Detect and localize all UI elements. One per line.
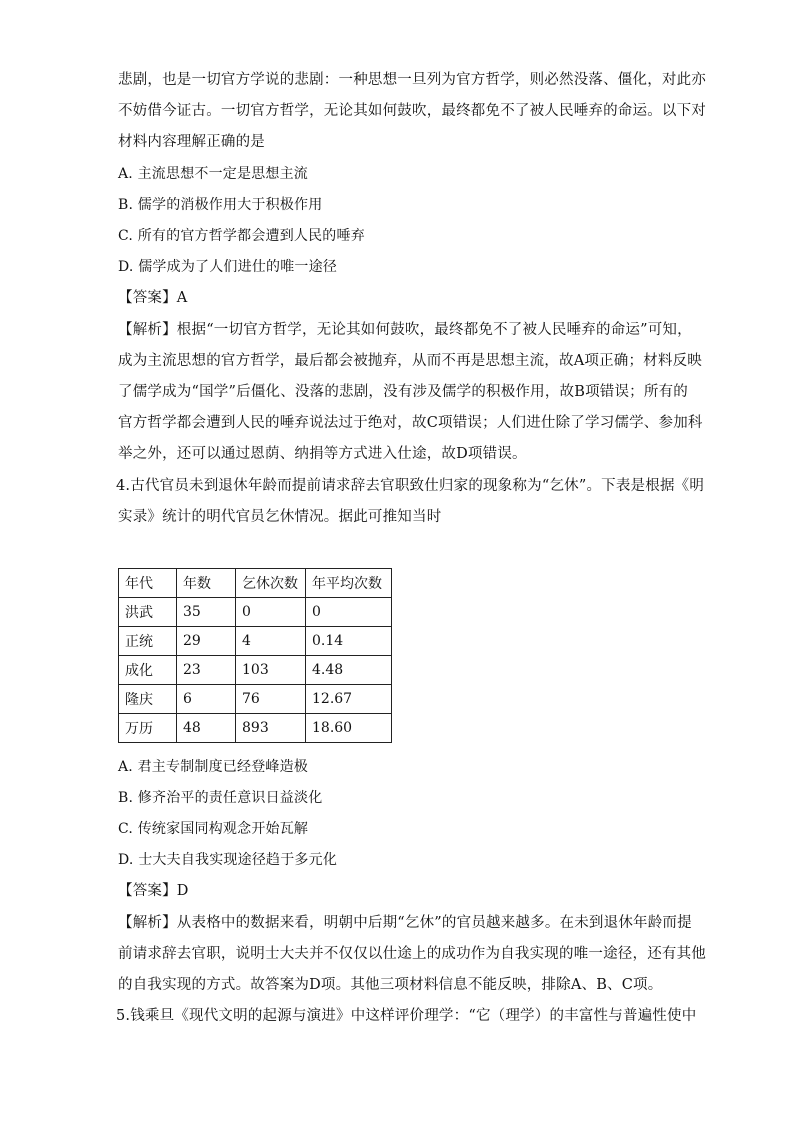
analysis-line: 了儒学成为“国学”后僵化、没落的悲剧，没有涉及儒学的积极作用，故B项错误；所有的: [118, 384, 688, 400]
table-row: [119, 714, 392, 743]
table-cell: 76: [236, 685, 306, 714]
analysis-line: 成为主流思想的官方哲学，最后都会被抛弃，从而不再是思想主流，故A项正确；材料反映: [118, 353, 702, 369]
text-line: 不妨借今证古。一切官方哲学，无论其如何鼓吹，最终都免不了被人民唾弃的命运。以下对: [118, 103, 706, 119]
table-cell: 103: [236, 656, 306, 685]
table-row: [119, 656, 392, 685]
table-header-cell: 年数: [177, 569, 236, 598]
option-a: A. 君主专制制度已经登峰造极: [118, 759, 309, 775]
option-c: C. 所有的官方哲学都会遭到人民的唾弃: [118, 228, 365, 244]
answer-label: 【答案】D: [118, 883, 189, 899]
analysis-line: 【解析】根据“一切官方哲学，无论其如何鼓吹，最终都免不了被人民唾弃的命运”可知，: [118, 322, 692, 338]
table-row: [119, 598, 392, 627]
text-line: 悲剧，也是一切官方学说的悲剧：一种思想一旦列为官方哲学，则必然没落、僵化，对此亦: [118, 72, 706, 88]
question-4-stem: 4.古代官员未到退休年龄而提前请求辞去官职致仕归家的现象称为“乞休”。下表是根据《明: [116, 478, 705, 494]
analysis-line: 前请求辞去官职，说明士大夫并不仅仅以仕途上的成功作为自我实现的唯一途径，还有其他: [118, 946, 706, 962]
table-cell: 29: [177, 627, 236, 656]
table-cell: 48: [177, 714, 236, 743]
table-cell: 隆庆: [119, 685, 177, 714]
question-4-stem: 实录》统计的明代官员乞休情况。据此可推知当时: [118, 509, 442, 525]
table-header-cell: 年平均次数: [306, 569, 392, 598]
table-cell: 洪武: [119, 598, 177, 627]
table-cell: 12.67: [306, 685, 392, 714]
table-cell: 成化: [119, 656, 177, 685]
table-cell: 万历: [119, 714, 177, 743]
table-header-cell: 乞休次数: [236, 569, 306, 598]
table-cell: 6: [177, 685, 236, 714]
table-row: [119, 627, 392, 656]
table-row: [119, 685, 392, 714]
option-c: C. 传统家国同构观念开始瓦解: [118, 821, 309, 837]
table-cell: 4.48: [306, 656, 392, 685]
table-cell: 0: [306, 598, 392, 627]
analysis-line: 官方哲学都会遭到人民的唾弃说法过于绝对，故C项错误；人们进仕除了学习儒学、参加科: [118, 415, 703, 431]
table-cell: 18.60: [306, 714, 392, 743]
text-line: 材料内容理解正确的是: [118, 134, 265, 150]
table-cell: 4: [236, 627, 306, 656]
analysis-line: 的自我实现的方式。故答案为D项。其他三项材料信息不能反映，排除A、B、C项。: [118, 977, 663, 993]
qixiu-table: [118, 568, 392, 743]
analysis-line: 举之外，还可以通过恩荫、纳捐等方式进入仕途，故D项错误。: [118, 446, 527, 462]
option-d: D. 士大夫自我实现途径趋于多元化: [118, 852, 338, 868]
table-header-cell: 年代: [119, 569, 177, 598]
table-cell: 893: [236, 714, 306, 743]
table-cell: 0: [236, 598, 306, 627]
question-5-stem: 5.钱乘旦《现代文明的起源与演进》中这样评价理学：“它（理学）的丰富性与普遍性使中: [116, 1008, 697, 1024]
table-cell: 正统: [119, 627, 177, 656]
option-d: D. 儒学成为了人们进仕的唯一途径: [118, 259, 338, 275]
table-cell: 23: [177, 656, 236, 685]
answer-label: 【答案】A: [118, 290, 188, 306]
option-a: A. 主流思想不一定是思想主流: [118, 166, 309, 182]
table-cell: 0.14: [306, 627, 392, 656]
table-header-row: [119, 569, 392, 598]
analysis-line: 【解析】从表格中的数据来看，明朝中后期“乞休”的官员越来越多。在未到退休年龄而提: [118, 915, 692, 931]
option-b: B. 儒学的消极作用大于积极作用: [118, 197, 323, 213]
table-cell: 35: [177, 598, 236, 627]
option-b: B. 修齐治平的责任意识日益淡化: [118, 790, 323, 806]
